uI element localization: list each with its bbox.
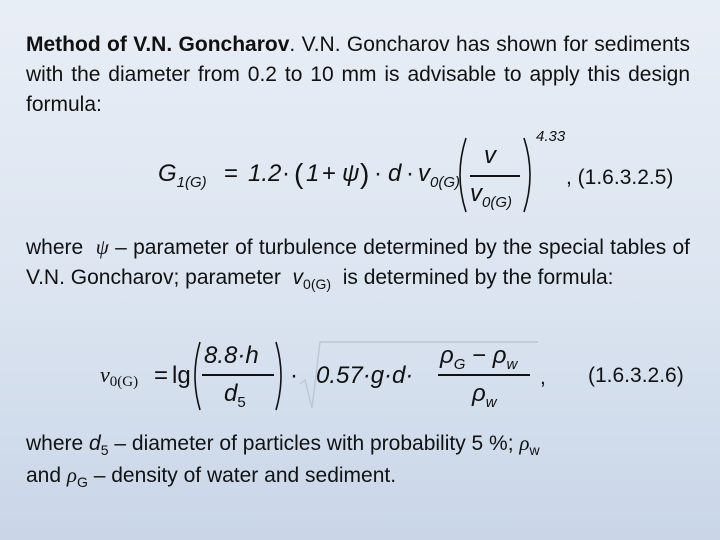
f1-coef: 1.2 — [248, 160, 282, 187]
f1-right-paren: ) — [360, 158, 370, 189]
p3-text2: – diameter of particles with probability 5 %; — [114, 432, 514, 455]
p3-d5: $d_5$ — [89, 432, 109, 458]
f2-dot: · — [290, 362, 298, 389]
f1-d: d — [388, 160, 402, 187]
intro-text: . V.N. Goncharov has shown for sediments with the diameter from 0.2 to 10 mm is advisable to apply this design formula: — [26, 33, 690, 116]
f1-dot: · — [282, 160, 290, 187]
p2-where: where — [26, 236, 84, 259]
f1-one: 1 — [306, 160, 320, 187]
f1-v0: $v_{0(G)}$ — [418, 160, 460, 191]
f2-lhs: v0(G) — [100, 362, 139, 390]
p2-text2: is determined by the formula: — [342, 266, 614, 289]
turbulence-paragraph — [26, 232, 690, 294]
p3-rho-w: $\rho_w$ — [519, 431, 540, 458]
f1-left-paren: ( — [294, 158, 304, 189]
f1-lhs: $G_{1(G)}$ — [158, 160, 207, 191]
p3-text4: – density of water and sediment. — [93, 464, 397, 487]
f1-denominator: $v_{0(G)}$ — [470, 180, 512, 211]
f1-dot2: · — [374, 160, 382, 187]
method-heading: Method of V.N. Goncharov — [26, 33, 290, 56]
formula-goncharov-velocity — [94, 340, 714, 412]
p3-where: where — [26, 432, 84, 455]
f1-exponent: 4.33 — [536, 128, 566, 145]
f2-equation-number: (1.6.3.2.6) — [588, 364, 684, 387]
f1-fraction-bar — [470, 175, 520, 177]
f1-psi: ψ — [342, 160, 360, 187]
f2-lg: lg — [172, 362, 191, 389]
f2-denominator2: $\rho_w$ — [472, 380, 497, 411]
f2-left-paren — [190, 340, 202, 412]
f2-denominator1: $d_5$ — [224, 380, 246, 411]
f2-comma: , — [540, 366, 546, 389]
f2-right-paren — [274, 340, 286, 412]
f2-fraction-bar1 — [202, 374, 274, 376]
f2-fraction-bar2 — [438, 374, 530, 376]
f1-big-left-paren — [454, 136, 468, 214]
f2-equals: = — [154, 362, 169, 389]
f2-numerator2: $\rho_G - \rho_w$ — [440, 342, 518, 373]
f2-radicand: 0.57·g·d· — [316, 362, 414, 389]
p3-and: and — [26, 464, 62, 487]
f1-dot3: · — [406, 160, 414, 187]
f1-equals: = — [224, 160, 239, 187]
formula-goncharov-load — [158, 128, 718, 218]
f1-equation-number: , (1.6.3.2.5) — [566, 166, 674, 189]
f1-big-right-paren — [522, 136, 536, 214]
f1-plus: + — [322, 160, 337, 187]
p2-text1: – parameter of turbulence determined by the special tables of V.N. Goncharov; parameter — [26, 236, 691, 289]
f2-numerator1: 8.8·h — [204, 342, 259, 369]
p2-psi-symbol: ψ — [95, 235, 109, 259]
p3-rho-g: $\rho_G$ — [66, 463, 88, 490]
p2-param: $v_{0(G)}$ — [292, 266, 332, 292]
intro-paragraph — [26, 30, 690, 120]
definitions-paragraph — [26, 428, 690, 492]
f1-numerator: v — [484, 142, 496, 169]
